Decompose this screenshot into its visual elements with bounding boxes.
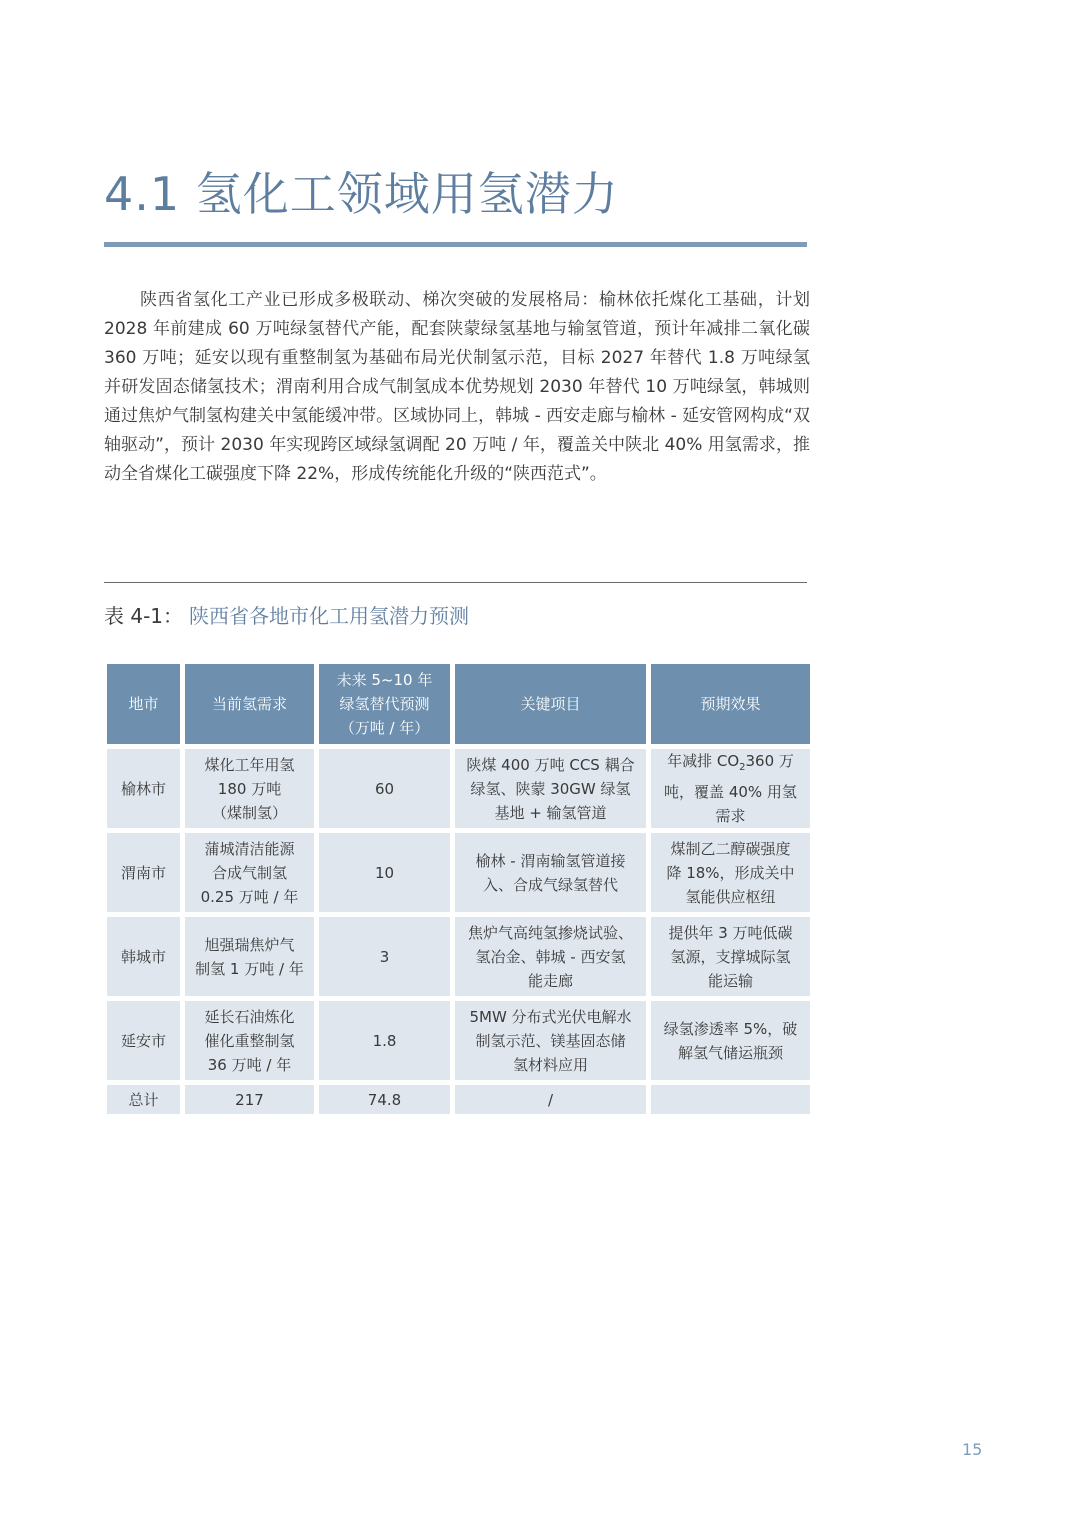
cell-line: 基地 + 输氢管道 xyxy=(494,803,607,822)
cell-line: 36 万吨 / 年 xyxy=(207,1055,292,1074)
subscript-text: 2 xyxy=(739,762,746,773)
cell-line: 催化重整制氢 xyxy=(204,1031,295,1050)
cell-city: 延安市 xyxy=(107,1001,180,1080)
cell-line: 合成气制氢 xyxy=(211,863,287,882)
cell-current-demand xyxy=(185,917,314,996)
cell-forecast: 10 xyxy=(319,833,450,912)
body-paragraph: 陕西省氢化工产业已形成多极联动、梯次突破的发展格局：榆林依托煤化工基础，计划 2028 年前建成 60 万吨绿氢替代产能，配套陕蒙绿氢基地与输氢管道，预计年减排二氧化碳 360 万吨；延安以现有重整制氢为基础布局光伏制氢示范，目标 2027 年替代 1.8 万吨绿氢并研发固态储氢技术；渭南利用合成气制氢成本优势规划 2030 年替代 10 万吨绿氢，韩城则通过焦炉气制氢构建关中氢能缓冲带。区域协同上，韩城 - 西安走廊与榆林 - 延安管网构成“双轴驱动”，预计 2030 年实现跨区域绿氢调配 20 万吨 / 年，覆盖关中陕北 40% 用氢需求，推动全省煤化工碳强度下降 22%，形成传统能化升级的“陕西范式”。 xyxy=(104,290,810,484)
total-key-projects: / xyxy=(455,1085,646,1114)
cell-line: （煤制氢） xyxy=(211,803,287,822)
title-rule xyxy=(104,242,807,247)
cell-expected-effects xyxy=(651,833,810,912)
table-caption xyxy=(104,600,469,629)
total-forecast: 74.8 xyxy=(319,1085,450,1114)
cell-line: 需求 xyxy=(715,807,746,825)
header-key-projects: 关键项目 xyxy=(455,664,646,744)
total-expected-effects xyxy=(651,1085,810,1114)
table-total-row xyxy=(107,1085,810,1114)
cell-city: 榆林市 xyxy=(107,749,180,828)
cell-line: 氢冶金、韩城 - 西安氢 xyxy=(475,947,626,966)
cell-line: 蒲城清洁能源 xyxy=(204,839,295,858)
cell-line: 能走廊 xyxy=(527,971,573,990)
cell-line xyxy=(657,749,804,780)
cell-forecast: 60 xyxy=(319,749,450,828)
cell-forecast: 3 xyxy=(319,917,450,996)
header-city: 地市 xyxy=(107,664,180,744)
cell-line: 制氢 1 万吨 / 年 xyxy=(195,959,304,978)
header-expected-effects: 预期效果 xyxy=(651,664,810,744)
table-row xyxy=(107,1001,810,1080)
cell-expected-effects xyxy=(651,917,810,996)
cell-line: 吨，覆盖 40% 用氢 xyxy=(664,783,797,801)
cell-line: 解氢气储运瓶颈 xyxy=(677,1043,783,1062)
cell-line: 氢材料应用 xyxy=(512,1055,588,1074)
cell-key-projects xyxy=(455,1001,646,1080)
table-row xyxy=(107,917,810,996)
total-label: 总计 xyxy=(107,1085,180,1114)
table-row xyxy=(107,833,810,912)
cell-line: 煤制乙二醇碳强度 xyxy=(670,839,791,858)
total-current-demand: 217 xyxy=(185,1085,314,1114)
table-caption-label: 表 4-1： xyxy=(104,604,184,628)
table-row xyxy=(107,749,810,828)
cell-forecast: 1.8 xyxy=(319,1001,450,1080)
cell-line: 氢源，支撑城际氢 xyxy=(670,947,791,966)
header-forecast-line: 绿氢替代预测 xyxy=(339,695,430,713)
cell-key-projects xyxy=(455,749,646,828)
cell-city: 渭南市 xyxy=(107,833,180,912)
cell-line: 制氢示范、镁基固态储 xyxy=(475,1031,626,1050)
table-header-row xyxy=(107,664,810,744)
cell-current-demand xyxy=(185,1001,314,1080)
section-title: 4.1 氢化工领域用氢潜力 xyxy=(104,167,619,221)
table-divider xyxy=(104,582,807,583)
cell-line: 能运输 xyxy=(707,971,753,990)
cell-line: 5MW 分布式光伏电解水 xyxy=(469,1007,632,1026)
cell-line: 0.25 万吨 / 年 xyxy=(200,887,299,906)
cell-city: 韩城市 xyxy=(107,917,180,996)
cell-line: 焦炉气高纯氢掺烧试验、 xyxy=(467,923,633,942)
cell-line: 陕煤 400 万吨 CCS 耦合 xyxy=(466,755,635,774)
cell-key-projects xyxy=(455,917,646,996)
cell-expected-effects xyxy=(651,749,810,828)
cell-line: 提供年 3 万吨低碳 xyxy=(668,923,793,942)
cell-text: 年减排 CO xyxy=(667,752,740,770)
table-caption-title: 陕西省各地市化工用氢潜力预测 xyxy=(189,604,470,628)
cell-line: 延长石油炼化 xyxy=(204,1007,295,1026)
cell-line: 绿氢渗透率 5%，破 xyxy=(663,1019,798,1038)
cell-key-projects xyxy=(455,833,646,912)
header-current-demand: 当前氢需求 xyxy=(185,664,314,744)
cell-line: 旭强瑞焦炉气 xyxy=(204,935,295,954)
page-number: 15 xyxy=(962,1440,983,1459)
cell-text: 360 万 xyxy=(745,752,794,770)
cell-current-demand xyxy=(185,833,314,912)
header-forecast-line: （万吨 / 年） xyxy=(339,719,430,737)
cell-current-demand xyxy=(185,749,314,828)
header-forecast xyxy=(319,664,450,744)
cell-line: 180 万吨 xyxy=(217,779,282,798)
cell-line: 入、合成气绿氢替代 xyxy=(482,875,618,894)
header-forecast-line: 未来 5~10 年 xyxy=(336,671,433,689)
cell-expected-effects xyxy=(651,1001,810,1080)
cell-line: 煤化工年用氢 xyxy=(204,755,295,774)
cell-line: 榆林 - 渭南输氢管道接 xyxy=(475,851,626,870)
cell-line: 绿氢、陕蒙 30GW 绿氢 xyxy=(470,779,631,798)
cell-line: 氢能供应枢纽 xyxy=(685,887,776,906)
cell-line: 降 18%，形成关中 xyxy=(666,863,795,882)
hydrogen-potential-table xyxy=(102,659,815,1119)
